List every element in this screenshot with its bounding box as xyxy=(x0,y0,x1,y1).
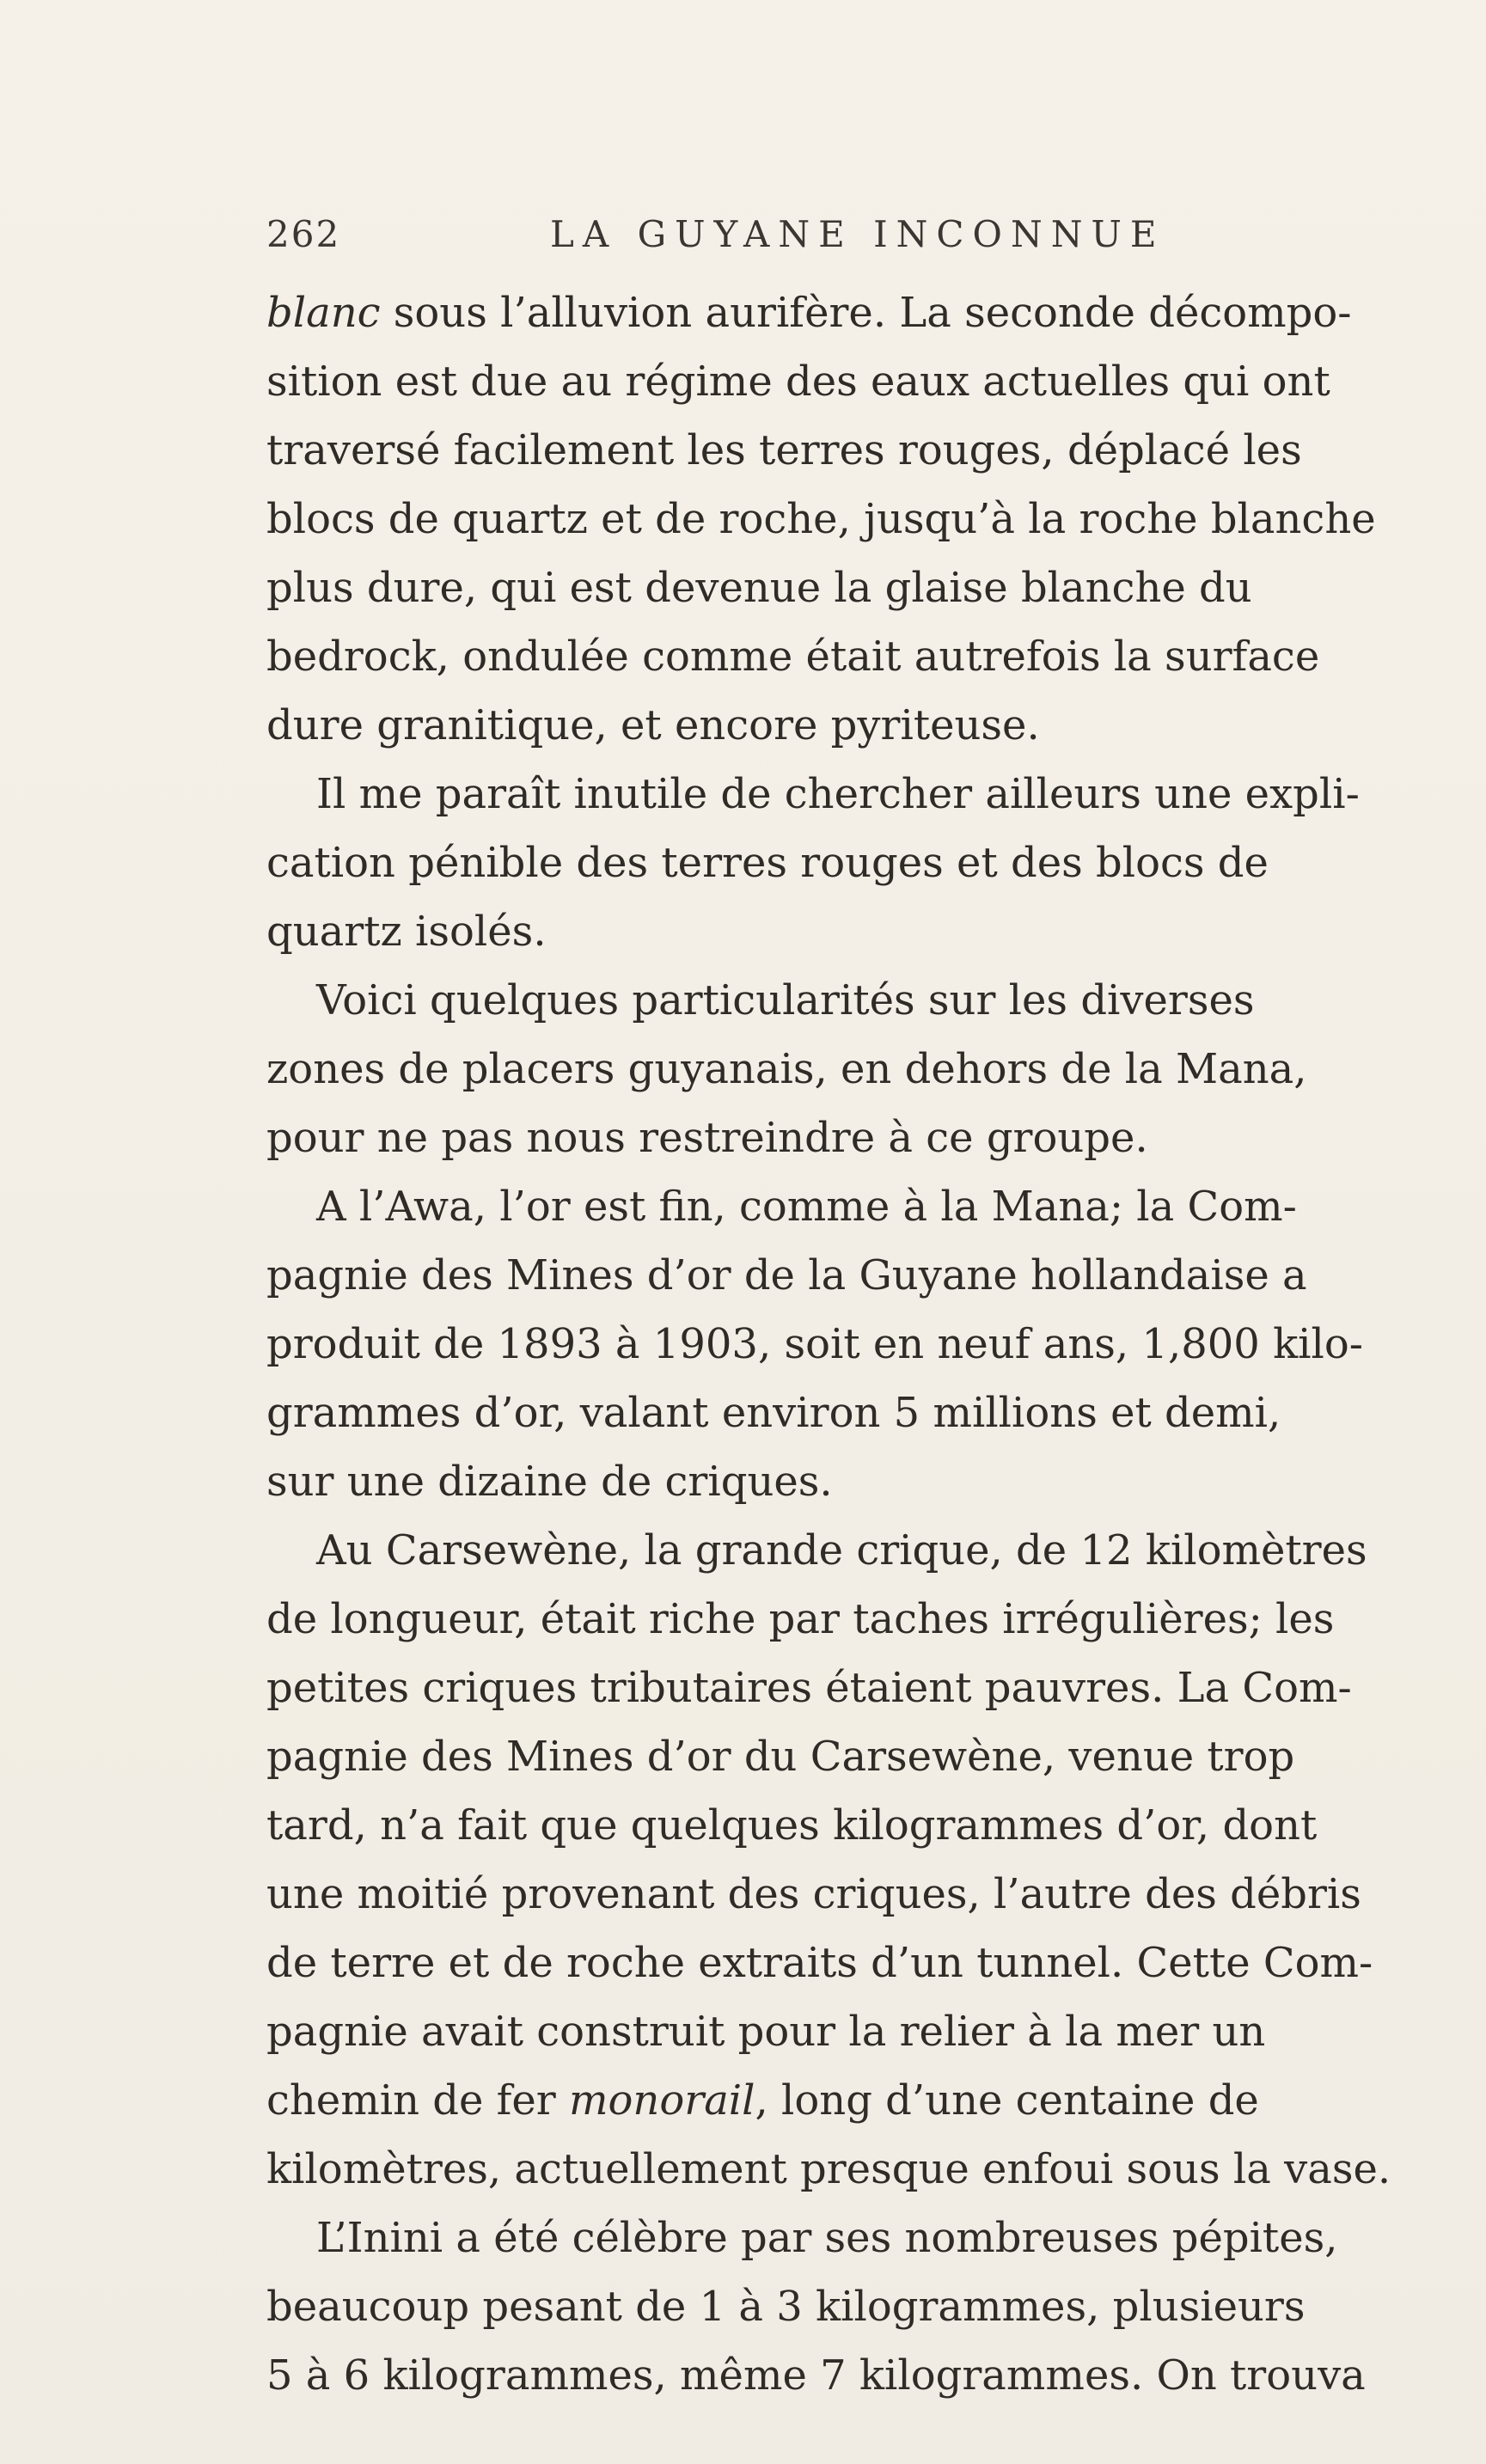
text-line xyxy=(266,553,1252,622)
text-segment: pour ne pas nous restreindre à ce groupe. xyxy=(266,1114,1148,1162)
text-segment: bedrock, ondulée comme était autrefois la surface xyxy=(266,633,1320,681)
text-segment: de longueur, était riche par taches irrégulières; les xyxy=(266,1595,1335,1643)
text-segment: plus dure, qui est devenue la glaise blanche du xyxy=(266,564,1252,612)
text-line xyxy=(266,2066,1259,2135)
italic-segment: monorail xyxy=(569,2076,755,2125)
text-line xyxy=(266,278,1352,347)
text-segment: Il me paraît inutile de chercher ailleurs une expli- xyxy=(316,770,1360,818)
text-line xyxy=(266,1516,1367,1585)
text-line xyxy=(266,1654,1352,1722)
text-segment: chemin de fer xyxy=(266,2076,570,2125)
text-segment: Au Carsewène, la grande crique, de 12 kilomètres xyxy=(316,1526,1367,1574)
body-text xyxy=(266,278,1391,2400)
text-line xyxy=(266,1172,1297,1241)
text-line xyxy=(266,347,1330,416)
text-segment: beaucoup pesant de 1 à 3 kilogrammes, plusieurs xyxy=(266,2283,1306,2331)
text-segment: blocs de quartz et de roche, jusqu’à la roche blanche xyxy=(266,495,1376,543)
text-segment: cation pénible des terres rouges et des blocs de xyxy=(266,839,1269,887)
page-header xyxy=(258,205,1182,265)
text-line xyxy=(266,2204,1338,2272)
text-segment: sur une dizaine de criques. xyxy=(266,1458,833,1506)
text-segment: grammes d’or, valant environ 5 millions et demi, xyxy=(266,1389,1281,1437)
text-segment: pagnie des Mines d’or de la Guyane hollandaise a xyxy=(266,1251,1307,1299)
text-line xyxy=(266,897,1203,966)
text-segment: kilomètres, actuellement presque enfoui sous la vase. xyxy=(266,2145,1391,2193)
text-segment: pagnie des Mines d’or du Carsewène, venue trop xyxy=(266,1733,1295,1781)
text-segment: L’Inini a été célèbre par ses nombreuses pépites, xyxy=(316,2214,1338,2262)
text-segment: quartz isolés. xyxy=(266,908,547,956)
text-line xyxy=(266,966,1255,1035)
page-number: 262 xyxy=(266,213,341,255)
text-line xyxy=(266,828,1269,897)
text-line xyxy=(266,1447,1203,1516)
italic-segment: blanc xyxy=(266,289,381,337)
text-segment: dure granitique, et encore pyriteuse. xyxy=(266,701,1040,749)
text-line xyxy=(266,1104,1203,1172)
text-segment: petites criques tributaires étaient pauvres. La Com- xyxy=(266,1664,1352,1712)
text-line xyxy=(266,691,1203,760)
text-line xyxy=(266,1585,1335,1654)
text-segment: , long d’une centaine de xyxy=(755,2076,1259,2125)
text-line xyxy=(266,1035,1307,1104)
text-line xyxy=(266,2341,1366,2410)
text-line xyxy=(266,1791,1318,1860)
text-line xyxy=(266,2272,1306,2341)
running-title: LA GUYANE INCONNUE xyxy=(550,213,1165,255)
text-line xyxy=(266,1860,1361,1929)
text-segment: une moitié provenant des criques, l’autre des débris xyxy=(266,1870,1361,1918)
text-line xyxy=(266,1929,1373,1997)
text-line xyxy=(266,1379,1281,1447)
text-line xyxy=(266,485,1376,553)
text-segment: produit de 1893 à 1903, soit en neuf ans, 1,800 kilo- xyxy=(266,1320,1363,1368)
text-segment: traversé facilement les terres rouges, déplacé les xyxy=(266,426,1302,474)
text-line xyxy=(266,1241,1307,1310)
text-line xyxy=(266,416,1302,485)
text-segment: tard, n’a fait que quelques kilogrammes d’or, dont xyxy=(266,1801,1318,1850)
text-segment: A l’Awa, l’or est fin, comme à la Mana; la Com- xyxy=(316,1183,1297,1231)
text-line xyxy=(266,1310,1363,1379)
text-segment: sition est due au régime des eaux actuelles qui ont xyxy=(266,358,1330,406)
text-line xyxy=(266,2135,1391,2204)
text-segment: Voici quelques particularités sur les diverses xyxy=(316,976,1255,1024)
text-line xyxy=(266,1997,1266,2066)
text-segment: sous l’alluvion aurifère. La seconde décompo- xyxy=(380,289,1352,337)
text-line xyxy=(266,760,1360,828)
text-segment: pagnie avait construit pour la relier à la mer un xyxy=(266,2008,1266,2056)
text-line xyxy=(266,1722,1295,1791)
text-segment: de terre et de roche extraits d’un tunnel. Cette Com- xyxy=(266,1939,1373,1987)
text-segment: zones de placers guyanais, en dehors de la Mana, xyxy=(266,1045,1307,1093)
text-line xyxy=(266,622,1320,691)
text-segment: 5 à 6 kilogrammes, même 7 kilogrammes. On trouva xyxy=(266,2351,1366,2400)
